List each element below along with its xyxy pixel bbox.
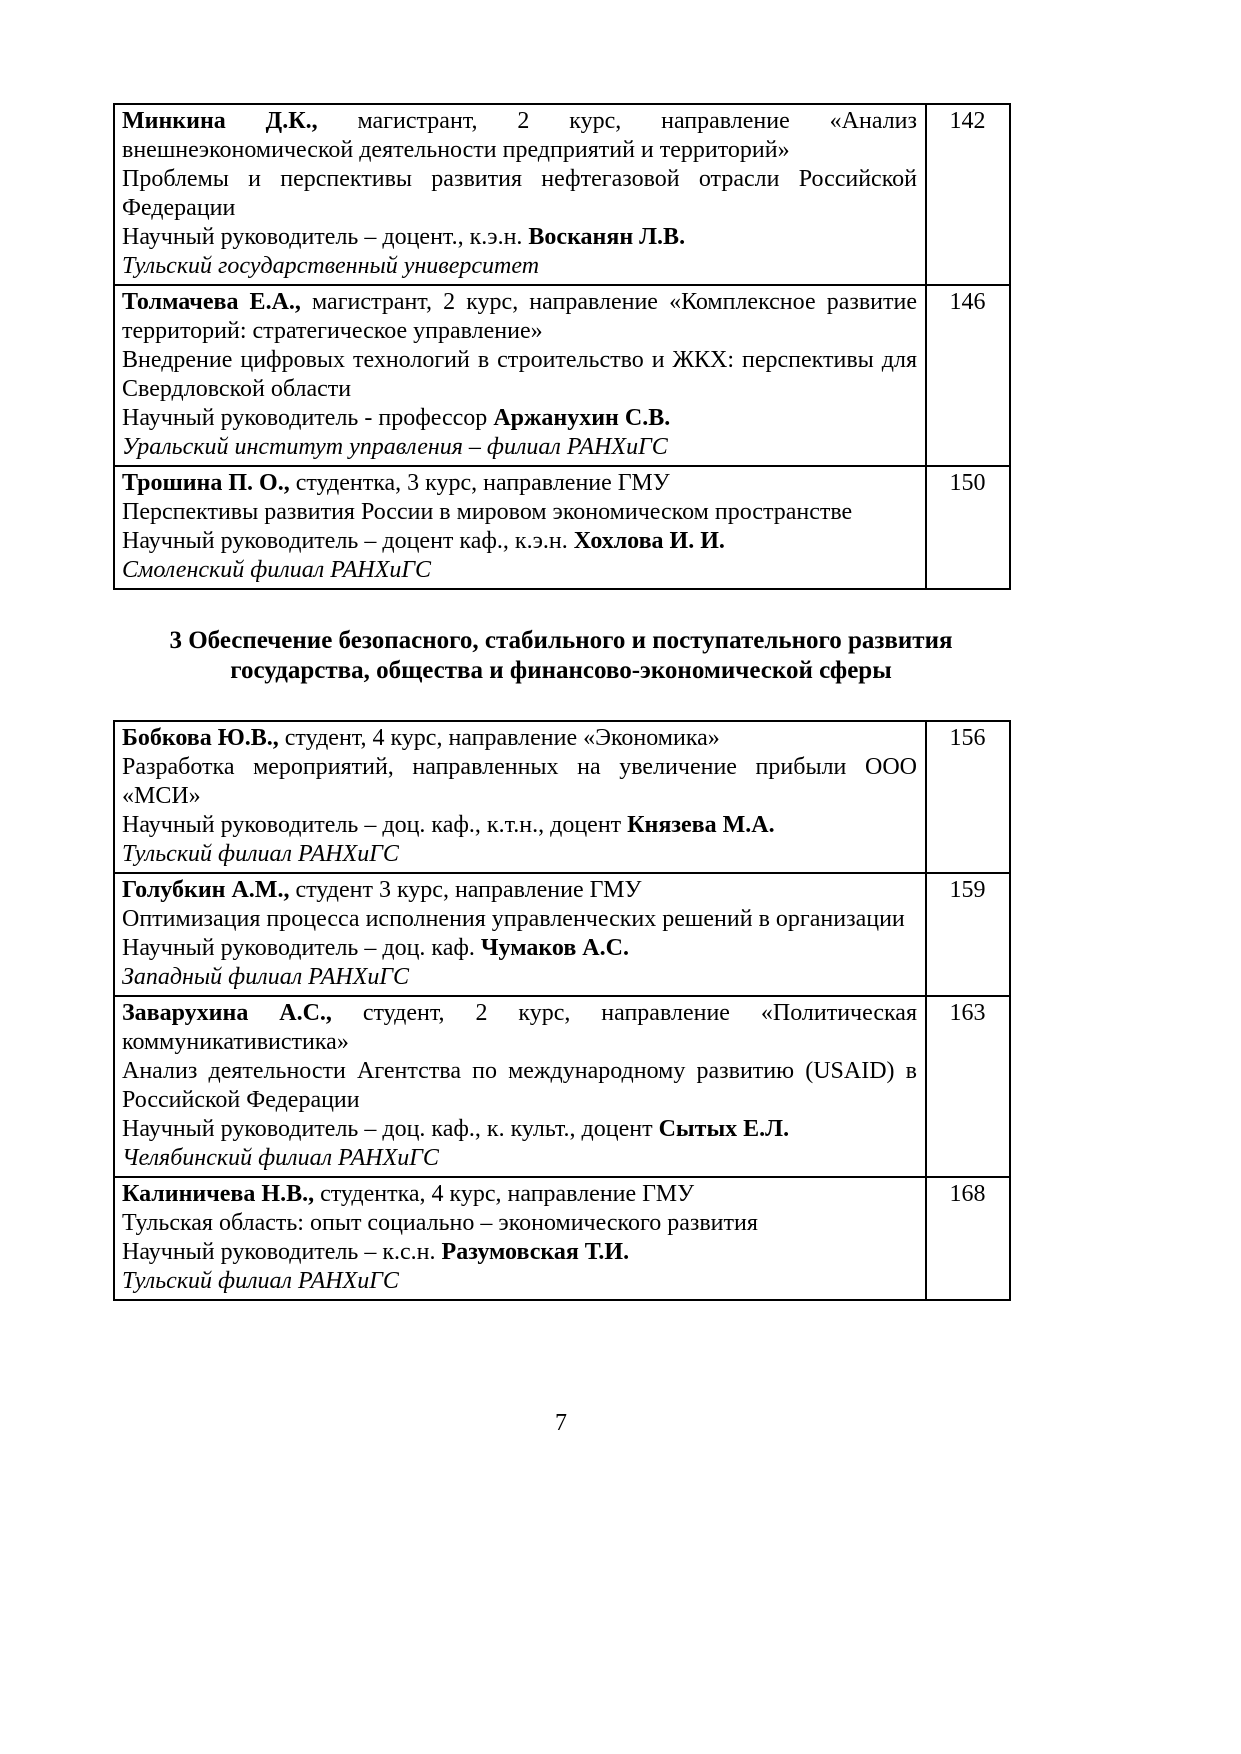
entry-author-line [122,107,917,165]
table-row [114,1177,1010,1300]
entry-cell [114,721,926,873]
entry-supervisor-prefix: Научный руководитель – доц. каф., к. культ., доцент [122,1116,659,1142]
entry-title: Перспективы развития России в мировом экономическом пространстве [122,499,853,525]
entry-supervisor-line [122,404,917,433]
table-row [114,285,1010,466]
entry-institution: Челябинский филиал РАНХиГС [122,1145,439,1171]
table-row [114,104,1010,285]
entry-cell [114,285,926,466]
entry-author-line [122,876,917,905]
entry-supervisor-name: Аржанухин С.В. [493,405,671,431]
entry-cell [114,104,926,285]
entry-supervisor-line [122,1115,917,1144]
entry-page-number: 163 [926,996,1010,1177]
entry-author-line [122,999,917,1057]
table-row [114,873,1010,996]
entry-institution: Тульский филиал РАНХиГС [122,841,399,867]
entry-institution: Уральский институт управления – филиал РАНХиГС [122,434,668,460]
entry-supervisor-prefix: Научный руководитель - профессор [122,405,494,431]
entry-supervisor-prefix: Научный руководитель – доц. каф. [122,935,481,961]
entry-cell [114,996,926,1177]
entry-author-line [122,1180,917,1209]
entry-institution: Тульский государственный университет [122,253,540,279]
entry-cell [114,873,926,996]
entry-supervisor-line [122,934,917,963]
entry-page-number: 142 [926,104,1010,285]
toc-table-upper [113,103,1011,590]
entry-author-name: Толмачева Е.А., [122,289,301,315]
entry-supervisor-line [122,1238,917,1267]
entry-author-name: Трошина П. О., [122,470,290,496]
entry-author-rest: студент, 4 курс, направление «Экономика» [278,725,720,751]
entry-author-rest: студентка, 4 курс, направление ГМУ [314,1181,695,1207]
entry-author-line [122,469,917,498]
entry-supervisor-line [122,527,917,556]
entry-institution: Западный филиал РАНХиГС [122,964,410,990]
entry-author-rest: магистрант, 2 курс, направление «Анализ внешнеэкономической деятельности предприятий и территорий» [122,108,917,163]
entry-author-name: Голубкин А.М., [122,877,290,903]
entry-title: Проблемы и перспективы развития нефтегазовой отрасли Российской Федерации [122,166,917,221]
entry-supervisor-name: Чумаков А.С. [480,935,629,961]
entry-page-number: 168 [926,1177,1010,1300]
entry-author-name: Бобкова Ю.В., [122,725,279,751]
entry-author-line [122,288,917,346]
entry-author-rest: магистрант, 2 курс, направление «Комплексное развитие территорий: стратегическое управление» [122,289,917,344]
entry-supervisor-name: Восканян Л.В. [528,224,686,250]
entry-page-number: 146 [926,285,1010,466]
entry-title: Разработка мероприятий, направленных на увеличение прибыли ООО «МСИ» [122,754,917,809]
entry-author-name: Заварухина А.С., [122,1000,332,1026]
toc-table-lower [113,720,1011,1301]
entry-institution: Смоленский филиал РАНХиГС [122,557,432,583]
entry-supervisor-name: Сытых Е.Л. [658,1116,790,1142]
page-number-footer: 7 [555,1410,567,1436]
page-content [113,103,1009,1301]
entry-title: Анализ деятельности Агентства по международному развитию (USAID) в Российской Федерации [122,1058,917,1113]
entry-title: Тульская область: опыт социально – экономического развития [122,1210,758,1236]
entry-supervisor-prefix: Научный руководитель – доц. каф., к.т.н., доцент [122,812,628,838]
entry-supervisor-line [122,811,917,840]
entry-author-rest: студентка, 3 курс, направление ГМУ [289,470,670,496]
section-heading: 3 Обеспечение безопасного, стабильного и поступательного развития государства, общества и финансово-экономической сферы [169,627,953,684]
entry-supervisor-prefix: Научный руководитель – доцент каф., к.э.н. [122,528,574,554]
entry-supervisor-name: Разумовская Т.И. [441,1239,630,1265]
entry-title: Оптимизация процесса исполнения управленческих решений в организации [122,906,905,932]
entry-cell [114,466,926,589]
table-row [114,996,1010,1177]
entry-author-rest: студент, 2 курс, направление «Политическая коммуникативистика» [122,1000,917,1055]
entry-supervisor-prefix: Научный руководитель – доцент., к.э.н. [122,224,529,250]
entry-cell [114,1177,926,1300]
entry-institution: Тульский филиал РАНХиГС [122,1268,399,1294]
table-row [114,466,1010,589]
entry-page-number: 150 [926,466,1010,589]
entry-page-number: 159 [926,873,1010,996]
entry-title: Внедрение цифровых технологий в строительство и ЖКХ: перспективы для Свердловской области [122,347,917,402]
entry-author-line [122,724,917,753]
entry-author-name: Калиничева Н.В., [122,1181,315,1207]
entry-page-number: 156 [926,721,1010,873]
entry-author-name: Минкина Д.К., [122,108,318,134]
entry-supervisor-name: Князева М.А. [627,812,775,838]
entry-supervisor-line [122,223,917,252]
table-row [114,721,1010,873]
entry-supervisor-prefix: Научный руководитель – к.с.н. [122,1239,442,1265]
entry-author-rest: студент 3 курс, направление ГМУ [289,877,642,903]
entry-supervisor-name: Хохлова И. И. [573,528,725,554]
